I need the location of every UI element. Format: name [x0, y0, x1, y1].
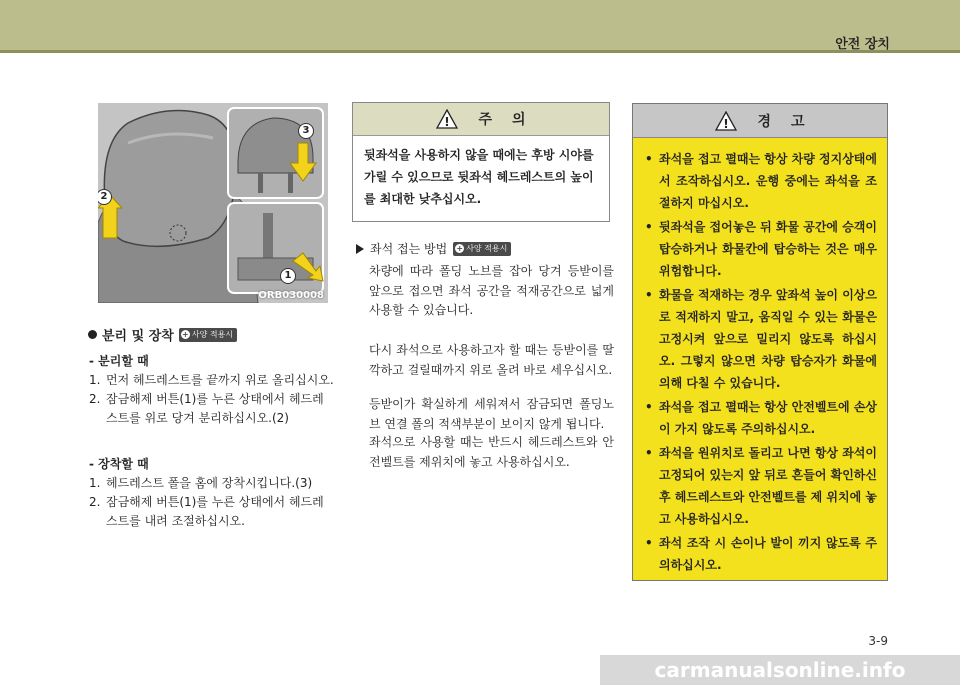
warning-item: • 뒷좌석을 접어놓은 뒤 화물 공간에 승객이 탑승하거나 화물칸에 탑승하는 것은 매우 위험합니다.: [645, 216, 877, 282]
callout-2: 2: [98, 189, 112, 205]
remove-heading: - 분리할 때: [89, 354, 149, 368]
caution-box: [352, 102, 610, 222]
col2-title: 좌석 접는 방법: [370, 242, 448, 256]
warning-title-b: 고: [791, 113, 805, 130]
warning-header: [633, 104, 887, 138]
badge-label: 사양 적용시: [191, 330, 234, 339]
callout-3: 3: [298, 123, 314, 139]
section-title: 안전 장치: [835, 37, 890, 52]
plus-icon: +: [456, 244, 464, 253]
removal-installation-heading: [88, 325, 237, 344]
svg-text:!: !: [444, 115, 451, 129]
install-heading: - 장착할 때: [89, 457, 149, 471]
folding-paragraph-3: 등받이가 확실하게 세워져서 잠금되면 폴딩노브 연결 폴의 적색부분이 보이지 않게 됩니다.: [369, 397, 614, 431]
warning-item: • 좌석을 원위치로 돌리고 나면 항상 좌석이 고정되어 있는지 앞 뒤로 흔들어 확인하신 후 헤드레스트와 안전벨트를 제 위치에 놓고 사용하십시오.: [645, 442, 877, 530]
triangle-right-icon: [356, 244, 364, 254]
warning-item: • 좌석을 접고 펼때는 항상 안전벨트에 손상이 가지 않도록 주의하십시오.: [645, 396, 877, 440]
plus-icon: +: [181, 330, 189, 339]
caution-line: 가릴 수 있으므로 뒷좌석 헤드레스트의 높이: [364, 170, 594, 184]
figure-code: ORB030008: [258, 290, 324, 301]
header-divider: [0, 50, 960, 53]
headrest-figure: [98, 103, 328, 303]
caution-header: [353, 103, 609, 136]
warning-item: • 좌석을 접고 펼때는 항상 차량 정지상태에서 조작하십시오. 운행 중에는 좌석을 조절하지 마십시오.: [645, 148, 877, 214]
remove-step-1: 1. 먼저 헤드레스트를 끝까지 위로 올리십시오.: [89, 373, 334, 387]
caution-line: 뒷좌석을 사용하지 않을 때에는 후방 시야를: [364, 148, 594, 162]
warning-triangle-icon: [436, 109, 458, 129]
remove-step-2: 2. 잠금해제 버튼(1)를 누른 상태에서 헤드레: [89, 392, 324, 406]
watermark: carmanualsonline.info: [600, 655, 960, 685]
caution-line: 를 최대한 낮추십시오.: [364, 192, 482, 206]
warning-list: [633, 138, 887, 576]
folding-paragraph-4: 좌석으로 사용할 때는 반드시 헤드레스트와 안전벨트를 제위치에 놓고 사용하십시오.: [369, 435, 614, 469]
bullet-dot-icon: [88, 330, 97, 339]
folding-paragraph-2: 다시 좌석으로 사용하고자 할 때는 등받이를 딸깍하고 걸릴때까지 위로 올려 바로 세우십시오.: [369, 343, 614, 377]
warning-item: • 좌석 조작 시 손이나 발이 끼지 않도록 주의하십시오.: [645, 532, 877, 576]
caution-text: [353, 136, 609, 210]
badge-label: 사양 적용시: [466, 244, 508, 253]
option-badge: [179, 328, 237, 342]
install-step-1: 1. 헤드레스트 폴을 홈에 장착시킵니다.(3): [89, 476, 313, 490]
page-number: 3-9: [868, 634, 888, 648]
caution-title-a: 주: [478, 112, 492, 128]
warning-triangle-icon: [715, 111, 737, 131]
warning-box: [632, 103, 888, 581]
install-step-2-cont: 스트를 내려 조절하십시오.: [106, 514, 245, 528]
remove-step-2-cont: 스트를 위로 당겨 분리하십시오.(2): [106, 411, 289, 425]
install-step-2: 2. 잠금해제 버튼(1)를 누른 상태에서 헤드레: [89, 495, 324, 509]
folding-heading: [356, 240, 511, 257]
callout-1: 1: [280, 268, 296, 284]
header-bar: [0, 0, 960, 50]
warning-title-a: 경: [757, 113, 771, 130]
caution-title-b: 의: [512, 112, 526, 128]
svg-text:!: !: [723, 116, 730, 131]
warning-item: • 화물을 적재하는 경우 앞좌석 높이 이상으로 적재하지 말고, 움직일 수 있는 화물은 고정시켜 앞으로 밀리지 않도록 하십시오. 그렇지 않으면 차량 탑승자가 화물에 의해 다칠 수 있습니다.: [645, 284, 877, 394]
option-badge: [453, 242, 511, 256]
folding-paragraph-1: 차량에 따라 폴딩 노브를 잡아 당겨 등받이를 앞으로 접으면 좌석 공간을 적재공간으로 넓게 사용할 수 있습니다.: [369, 264, 614, 317]
col1-title: 분리 및 장착: [102, 329, 174, 344]
